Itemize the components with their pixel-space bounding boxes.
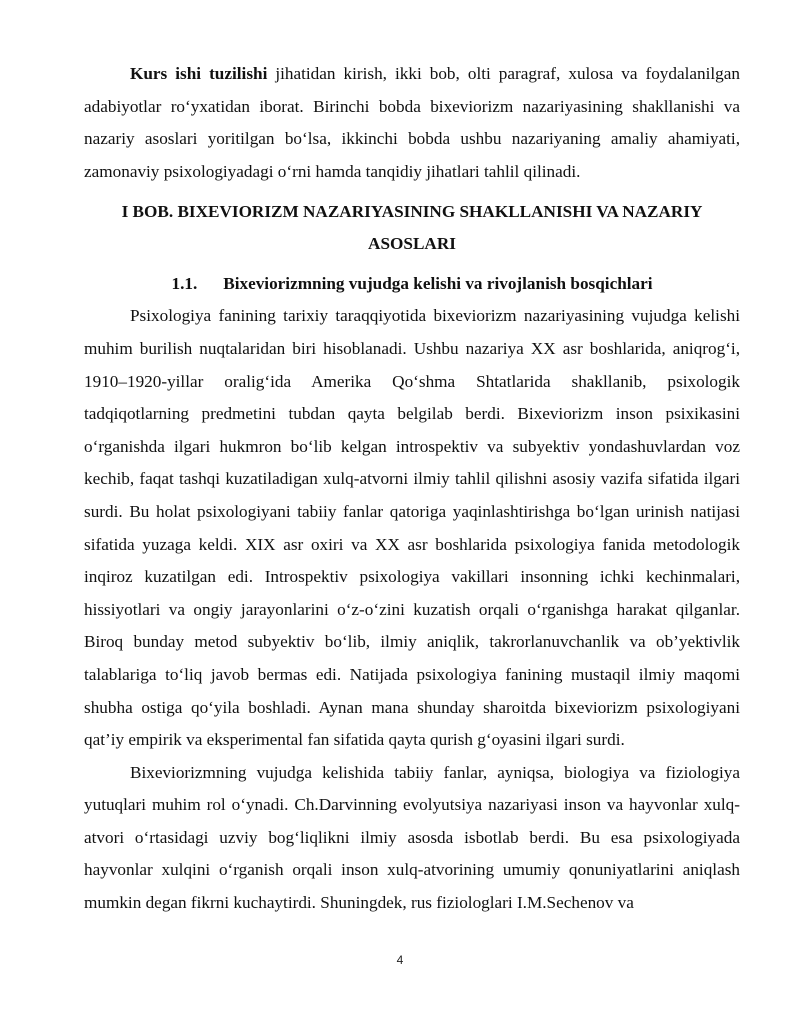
section-title: Bixeviorizmning vujudga kelishi va rivojlanish bosqichlari: [223, 274, 653, 294]
body-paragraph: Bixeviorizmning vujudga kelishida tabiiy fanlar, ayniqsa, biologiya va fiziologiya yutuqlari muhim rol o‘ynadi. Ch.Darvinning evolyutsiya nazariyasi inson va hayvonlar xulq-atvori o‘rtasidagi uzviy bog‘liqlikni ilmiy asosda isbotlab berdi. Bu esa psixologiyada hayvonlar xulqini o‘rganish orqali inson xulq-atvorining umumiy qonuniyatlarini aniqlash mumkin degan fikrni kuchaytirdi. Shuningdek, rus fiziologlari I.M.Sechenov va: [84, 762, 740, 913]
section-number: 1.1.: [171, 274, 198, 294]
intro-paragraph: [84, 58, 740, 188]
chapter-title: I BOB. BIXEVIORIZM NAZARIYASINING SHAKLLANISHI VA NAZARIY ASOSLARI: [121, 202, 703, 254]
section-heading: [84, 268, 740, 300]
page-number: 4: [396, 953, 404, 967]
body-paragraph: Psixologiya fanining tarixiy taraqqiyotida bixeviorizm nazariyasining vujudga kelishi muhim burilish nuqtalaridan biri hisoblanadi. Ushbu nazariya XX asr boshlarida, aniqrog‘i, 1910–1920-yillar oralig‘ida Amerika Qo‘shma Shtatlarida shakllanib, psixologik tadqiqotlarning predmetini tubdan qayta belgilab berdi. Bixeviorizm inson psixikasini o‘rganishda ilgari hukmron bo‘lib kelgan introspektiv va subyektiv yondashuvlardan voz kechib, faqat tashqi kuzatiladigan xulq-atvorni ilmiy tahlil qilishni asosiy vazifa sifatida ilgari surdi. Bu holat psixologiyani tabiiy fanlar qatoriga yaqinlashtirishga bo‘lgan urinish natijasi sifatida yuzaga keldi. XIX asr oxiri va XX asr boshlarida psixologiya fanida metodologik inqiroz kuzatilgan edi. Introspektiv psixologiya vakillari insonning ichki kechinmalari, hissiyotlari va ongiy jarayonlarini o‘z-o‘zini kuzatish orqali o‘rganishga harakat qilganlar. Biroq bunday metod subyektiv bo‘lib, ilmiy aniqlik, takrorlanuvchanlik va ob’yektivlik talablariga to‘liq javob bermas edi. Natijada psixologiya fanining mustaqil ilmiy maqomi shubha ostiga qo‘yila boshladi. Aynan mana shunday sharoitda bixeviorizm psixologiyani qat’iy empirik va eksperimental fan sifatida qayta qurish g‘oyasini ilgari surdi.: [84, 306, 740, 750]
intro-text: jihatidan kirish, ikki bob, olti paragraf, xulosa va foydalanilgan adabiyotlar ro‘yxatidan iborat. Birinchi bobda bixeviorizm nazariyasining shakllanishi va nazariy asoslari yoritilgan bo‘lsa, ikkinchi bobda ushbu nazariyaning amaliy ahamiyati, zamonaviy psixologiyadagi o‘rni hamda tanqidiy jihatlari tahlil qilinadi.: [84, 64, 740, 181]
page-content: [84, 58, 740, 920]
intro-bold-lead: Kurs ishi tuzilishi: [130, 64, 268, 83]
